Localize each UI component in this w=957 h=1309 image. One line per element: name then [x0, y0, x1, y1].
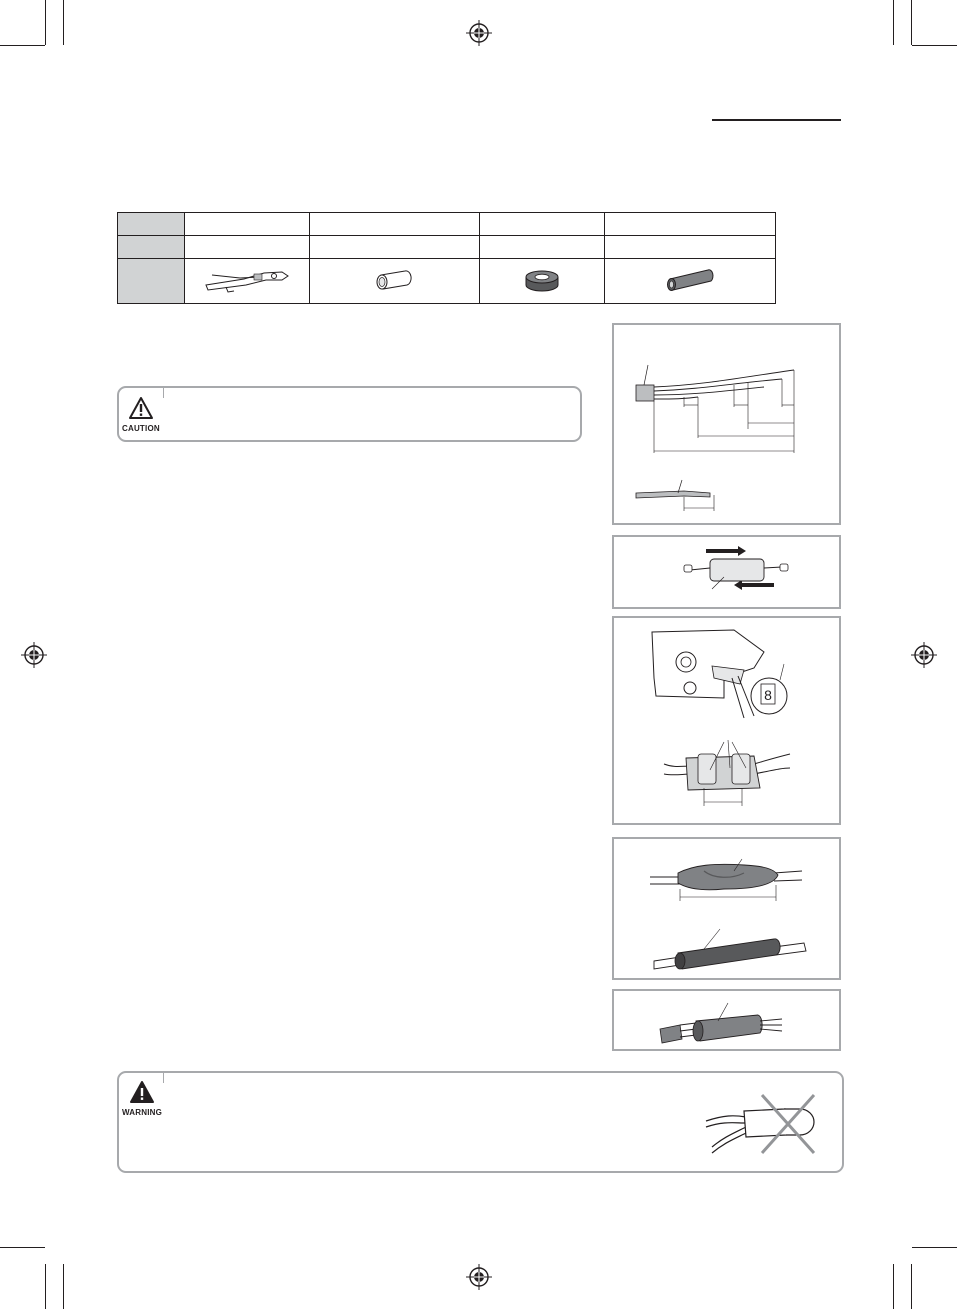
- shrink-tube-illustration: [614, 991, 839, 1049]
- diagram-shrink-tube: [612, 989, 841, 1051]
- table-cell: [480, 213, 605, 236]
- table-row: [118, 259, 776, 304]
- row-header: [118, 236, 185, 259]
- table-cell: [605, 236, 776, 259]
- registration-mark-bottom: [465, 1263, 493, 1291]
- callout-tick: [163, 386, 164, 398]
- sleeve-cell: [310, 259, 480, 304]
- callout-tick: [163, 1071, 164, 1083]
- sleeve-icon: [373, 265, 417, 295]
- crop-mark: [45, 1264, 46, 1309]
- sleeve-insert-illustration: [614, 537, 839, 607]
- tape-roll-cell: [480, 259, 605, 304]
- warning-callout: [117, 1071, 844, 1173]
- registration-mark-left: [20, 641, 48, 669]
- table-cell: [185, 213, 310, 236]
- row-header: [118, 259, 185, 304]
- shrink-tube-icon: [662, 265, 718, 295]
- crop-mark: [912, 1247, 957, 1248]
- crimp-marker: 8: [764, 687, 772, 703]
- diagram-crimp: [612, 616, 841, 825]
- warning-triangle-icon: [128, 396, 154, 420]
- shrink-tube-cell: [605, 259, 776, 304]
- table-cell: [310, 213, 480, 236]
- crop-mark: [45, 0, 46, 45]
- crimping-tool-cell: [185, 259, 310, 304]
- crimping-tool-icon: [204, 265, 290, 295]
- crop-mark: [893, 0, 894, 45]
- diagram-tape-wrap: [612, 837, 841, 980]
- incorrect-connection-illustration: [704, 1087, 829, 1157]
- crop-mark: [893, 1264, 894, 1309]
- crop-mark: [63, 0, 64, 45]
- row-header: [118, 213, 185, 236]
- tools-table: [117, 212, 776, 304]
- table-row: [118, 213, 776, 236]
- caution-caption: CAUTION: [122, 424, 160, 433]
- warning-triangle-icon: [129, 1080, 155, 1104]
- table-row: [118, 236, 776, 259]
- table-cell: [605, 213, 776, 236]
- table-cell: [185, 236, 310, 259]
- crop-mark: [912, 45, 957, 46]
- tape-roll-icon: [522, 265, 562, 295]
- table-cell: [480, 236, 605, 259]
- registration-mark-right: [910, 641, 938, 669]
- header-rule: [712, 119, 841, 121]
- table-cell: [310, 236, 480, 259]
- crop-mark: [0, 45, 45, 46]
- crop-mark: [63, 1264, 64, 1309]
- diagram-wire-strip: [612, 323, 841, 525]
- crop-mark: [911, 1264, 912, 1309]
- caution-callout: [117, 386, 582, 442]
- crimp-illustration: [614, 618, 839, 823]
- crop-mark: [0, 1247, 45, 1248]
- wire-strip-illustration: [614, 325, 839, 523]
- tape-wrap-illustration: [614, 839, 839, 978]
- warning-caption: WARNING: [122, 1108, 163, 1117]
- crop-mark: [911, 0, 912, 45]
- diagram-sleeve-insert: [612, 535, 841, 609]
- registration-mark-top: [465, 19, 493, 47]
